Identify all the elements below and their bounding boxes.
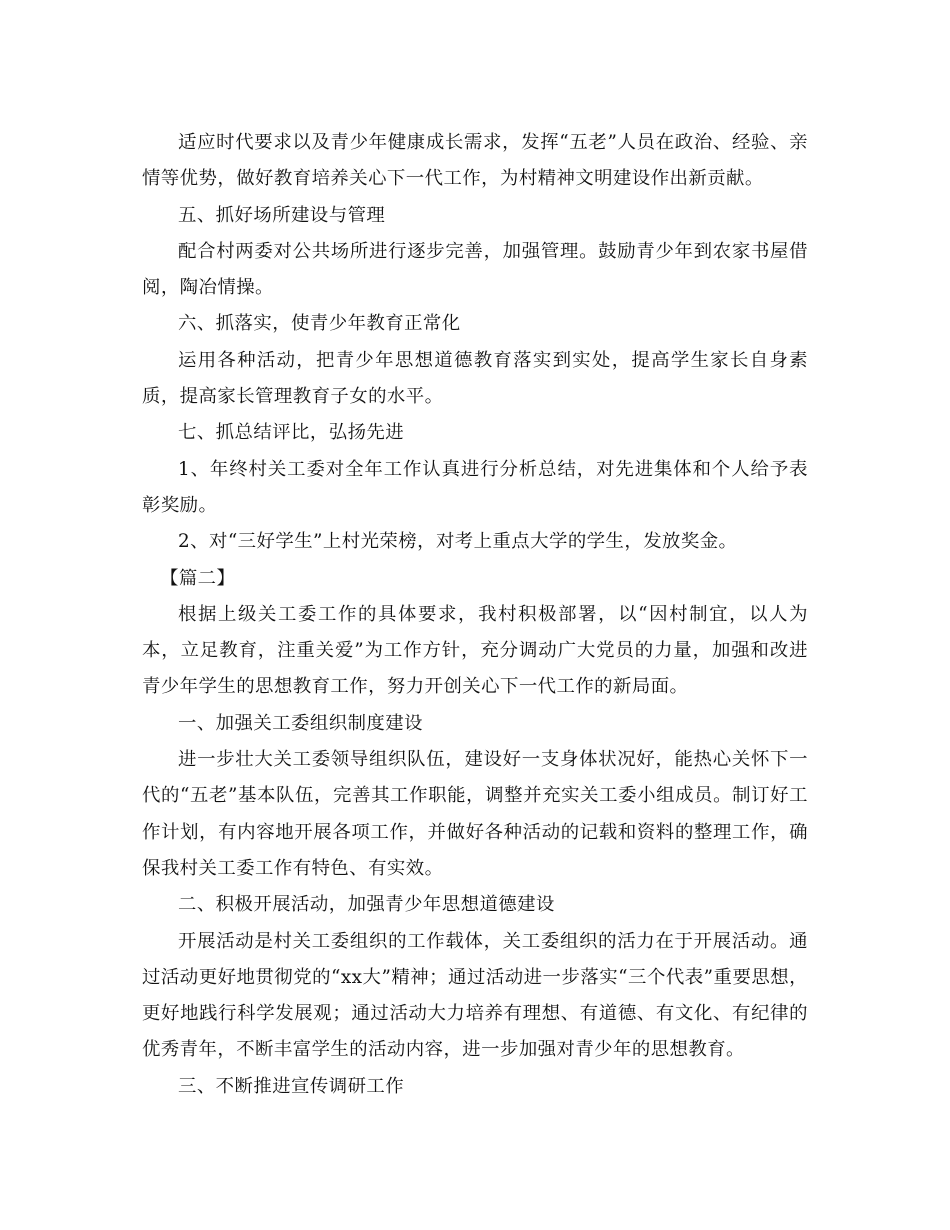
list-item: 2、对“三好学生”上村光荣榜，对考上重点大学的学生，发放奖金。 [178, 531, 738, 553]
paragraph: 配合村两委对公共场所进行逐步完善，加强管理。鼓励青少年到农家书屋借阅，陶冶情操。 [142, 240, 808, 299]
section-heading: 二、积极开展活动，加强青少年思想道德建设 [178, 894, 555, 916]
part-heading: 【篇二】 [160, 567, 236, 589]
paragraph: 开展活动是村关工委组织的工作载体，关工委组织的活力在于开展活动。通过活动更好地贯彻党的“xx大”精神；通过活动进一步落实“三个代表”重要思想，更好地践行科学发展观；通过活动大力培养有理想、有道德、有文化、有纪律的优秀青年，不断丰富学生的活动内容，进一步加强对青少年的思想教育。 [142, 930, 808, 1061]
paragraph: 根据上级关工委工作的具体要求，我村积极部署，以“因村制宜，以人为本，立足教育，注重关爱”为工作方针，充分调动广大党员的力量，加强和改进青少年学生的思想教育工作，努力开创关心下一代工作的新局面。 [142, 603, 808, 698]
list-item: 1、年终村关工委对全年工作认真进行分析总结，对先进集体和个人给予表彰奖励。 [142, 458, 808, 516]
section-heading: 五、抓好场所建设与管理 [178, 204, 386, 226]
section-heading: 三、不断推进宣传调研工作 [178, 1075, 405, 1097]
paragraph: 运用各种活动，把青少年思想道德教育落实到实处，提高学生家长自身素质，提高家长管理教育子女的水平。 [142, 349, 808, 408]
paragraph: 进一步壮大关工委领导组织队伍，建设好一支身体状况好，能热心关怀下一代的“五老”基本队伍，完善其工作职能，调整并充实关工委小组成员。制订好工作计划，有内容地开展各项工作，并做好各种活动的记载和资料的整理工作，确保我村关工委工作有特色、有实效。 [142, 749, 808, 879]
section-heading: 一、加强关工委组织制度建设 [178, 712, 423, 734]
section-heading: 七、抓总结评比，弘扬先进 [178, 422, 405, 444]
document-body [142, 125, 808, 1105]
section-heading: 六、抓落实，使青少年教育正常化 [178, 313, 461, 335]
paragraph: 适应时代要求以及青少年健康成长需求，发挥“五老”人员在政治、经验、亲情等优势，做好教育培养关心下一代工作，为村精神文明建设作出新贡献。 [142, 132, 808, 190]
